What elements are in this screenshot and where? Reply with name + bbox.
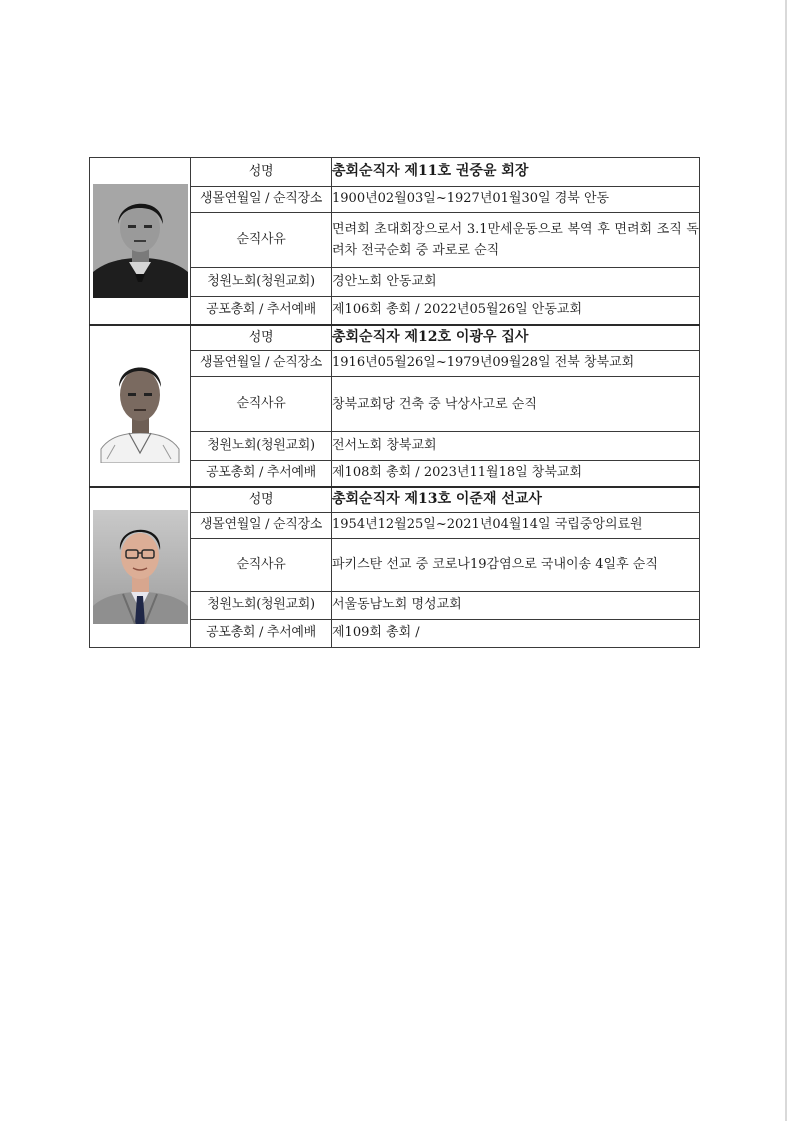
record-1-dates-label: 생몰연월일 / 순직장소 <box>191 187 332 213</box>
record-2-assembly-label: 공포총회 / 추서예배 <box>191 461 332 487</box>
record-2-dates-label: 생몰연월일 / 순직장소 <box>191 351 332 377</box>
record-3-dates-label: 생몰연월일 / 순직장소 <box>191 513 332 539</box>
record-3-church-label: 청원노회(청원교회) <box>191 592 332 620</box>
record-1-assembly: 제106회 총회 / 2022년05월26일 안동교회 <box>332 297 700 325</box>
martyrs-table <box>89 157 700 648</box>
record-1-photo-cell <box>90 158 191 325</box>
record-3-reason-label: 순직사유 <box>191 539 332 592</box>
record-3-name: 총회순직자 제13호 이준재 선교사 <box>332 487 700 513</box>
record-3-photo-cell <box>90 487 191 648</box>
record-1-church-label: 청원노회(청원교회) <box>191 268 332 297</box>
record-1-reason: 면려회 초대회장으로서 3.1만세운동으로 복역 후 면려회 조직 독려차 전국순회 중 과로로 순직 <box>332 213 700 268</box>
record-3-name-row <box>90 487 700 513</box>
record-3-assembly-label: 공포총회 / 추서예배 <box>191 620 332 648</box>
record-3-name-label: 성명 <box>191 487 332 513</box>
record-1-reason-label: 순직사유 <box>191 213 332 268</box>
record-3-portrait <box>93 510 188 624</box>
record-2-church: 전서노회 창북교회 <box>332 432 700 461</box>
record-2-name-label: 성명 <box>191 325 332 351</box>
page-edge <box>785 0 787 1121</box>
record-1-church: 경안노회 안동교회 <box>332 268 700 297</box>
record-3-assembly: 제109회 총회 / <box>332 620 700 648</box>
record-2-reason-label: 순직사유 <box>191 377 332 432</box>
record-1-assembly-label: 공포총회 / 추서예배 <box>191 297 332 325</box>
record-3-dates: 1954년12월25일~2021년04월14일 국립중앙의료원 <box>332 513 700 539</box>
record-2-dates: 1916년05월26일~1979년09월28일 전북 창북교회 <box>332 351 700 377</box>
record-1-name: 총회순직자 제11호 권중윤 회장 <box>332 158 700 187</box>
record-2-reason: 창북교회당 건축 중 낙상사고로 순직 <box>332 377 700 432</box>
record-2-photo-cell <box>90 325 191 487</box>
record-1-portrait <box>93 184 188 298</box>
record-3-church: 서울동남노회 명성교회 <box>332 592 700 620</box>
record-2-church-label: 청원노회(청원교회) <box>191 432 332 461</box>
record-1-name-row <box>90 158 700 187</box>
record-2-assembly: 제108회 총회 / 2023년11월18일 창북교회 <box>332 461 700 487</box>
record-1-name-label: 성명 <box>191 158 332 187</box>
record-3-reason: 파키스탄 선교 중 코로나19감염으로 국내이송 4일후 순직 <box>332 539 700 592</box>
record-2-portrait <box>93 349 188 463</box>
record-2-name: 총회순직자 제12호 이광우 집사 <box>332 325 700 351</box>
record-2-name-row <box>90 325 700 351</box>
record-1-dates: 1900년02월03일~1927년01월30일 경북 안동 <box>332 187 700 213</box>
